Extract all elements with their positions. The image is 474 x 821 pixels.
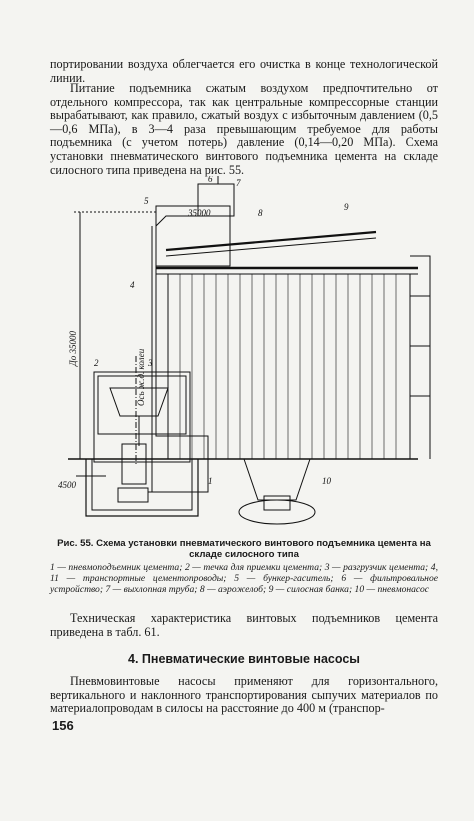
label-8: 8 — [258, 208, 263, 218]
paragraph-1: портировании воздуха облегчается его очистка в конце технологической линии. — [50, 57, 438, 85]
paragraph-4: Пневмовинтовые насосы применяют для горизонтального, вертикального и наклонного транспортирования сыпучих материалов по материалопроводам в силосы на расстояние до 400 м (транспор- — [50, 674, 438, 716]
paragraph-3: Техническая характеристика винтовых подъемников цемента приведена в табл. 61. — [50, 611, 438, 639]
label-2: 2 — [94, 358, 99, 368]
dimension-total: До 35000 — [68, 331, 78, 366]
label-6: 6 — [208, 176, 213, 184]
page-number: 156 — [52, 718, 74, 733]
label-3: 3 — [148, 358, 153, 368]
elevation-top: 35000 — [188, 208, 211, 218]
paragraph-2: Питание подъемника сжатым воздухом предпочтительно от отдельного компрессора, так как центральные компрессорные станции вырабатывают, как правило, сжатый воздух с избыточным давлением (0,5—0,6 МПа), в 3—4 раза превышающим требуемое для работы подъемника (с учетом потерь) давление (0,14—0,20 МПа). Схема установки пневматического винтового подъемника цемента на складе силосного типа приведена на рис. 55. — [50, 81, 438, 177]
label-4: 4 — [130, 280, 135, 290]
figure-caption: Рис. 55. Схема установки пневматического винтового подъемника цемента на складе силосного типа — [57, 538, 431, 560]
label-7: 7 — [236, 178, 241, 188]
section-heading: 4. Пневматические винтовые насосы — [128, 652, 360, 666]
elevation-bottom: 4500 — [58, 480, 76, 490]
figure-55-diagram — [58, 176, 440, 534]
label-9: 9 — [344, 202, 349, 212]
label-1: 1 — [208, 476, 213, 486]
rail-axis-label: Ось ж.д. колеи — [136, 348, 146, 406]
figure-legend: 1 — пневмоподъемник цемента; 2 — течка для приемки цемента; 3 — разгрузчик цемента; 4, 11 — транспортные цементопроводы; 5 — бункер-гаситель; 6 — фильтровальное устройство; 7 — выхлопная труба; 8 — аэрожелоб; 9 — силосная банка; 10 — пневмонасос — [50, 562, 438, 595]
label-10: 10 — [322, 476, 331, 486]
label-5: 5 — [144, 196, 149, 206]
